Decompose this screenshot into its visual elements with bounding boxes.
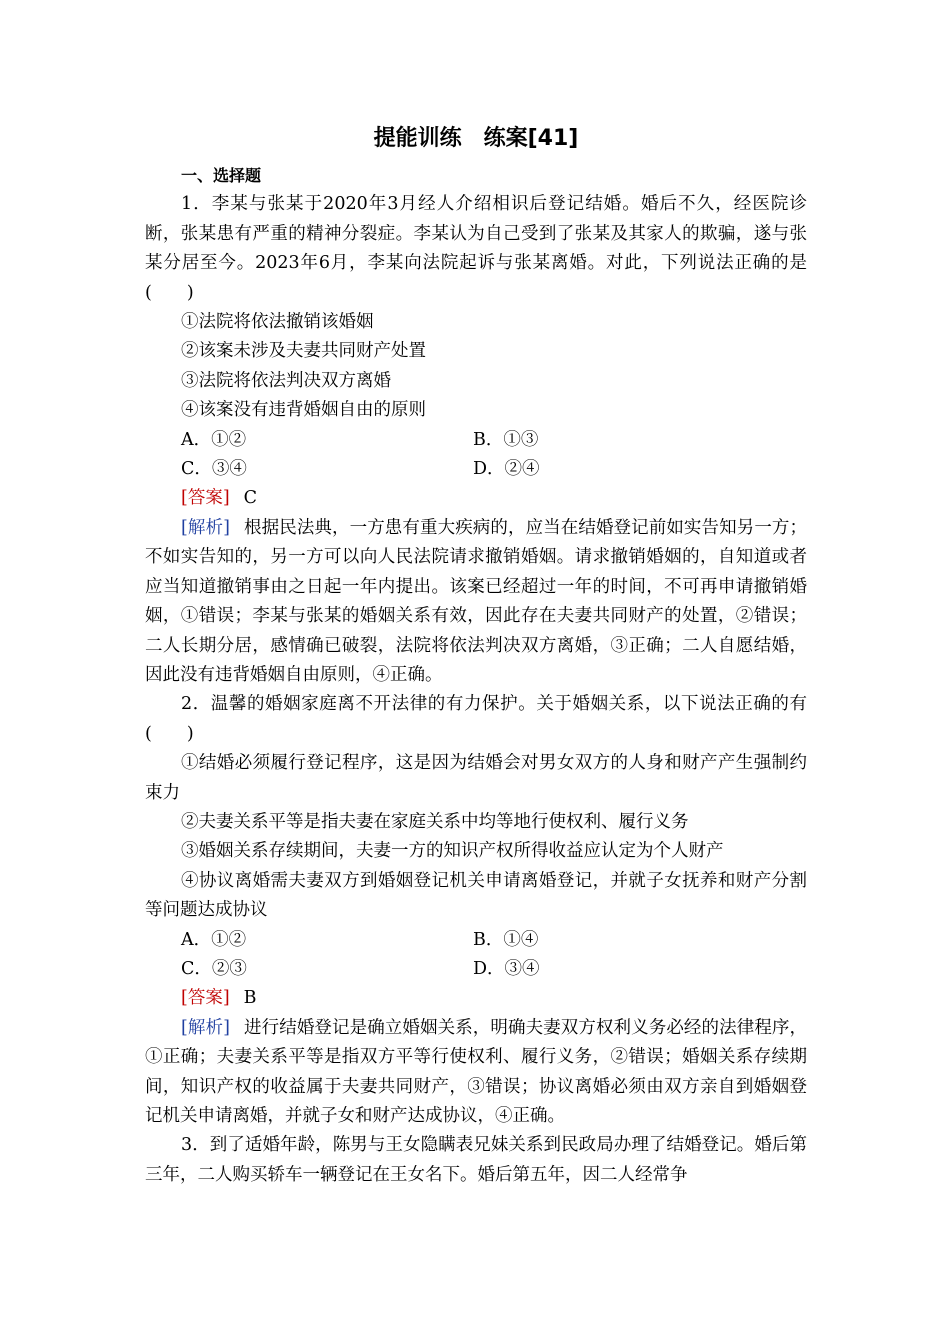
- question-2-item-2: ②夫妻关系平等是指夫妻在家庭关系中均等地行使权利、履行义务: [181, 811, 689, 832]
- document-page: [145, 120, 807, 1190]
- question-1-options-row-2: [145, 455, 807, 484]
- question-1-answer-value: C: [243, 488, 258, 509]
- question-2-answer-value: B: [243, 988, 257, 1009]
- question-2-analysis: [145, 1014, 807, 1132]
- question-2-options-row-2: [145, 955, 807, 984]
- answer-tag: [答案]: [181, 988, 230, 1009]
- question-1-item-2: ②该案未涉及夫妻共同财产处置: [181, 341, 426, 362]
- question-2-item-4: ④协议离婚需夫妻双方到婚姻登记机关申请离婚登记，并就子女抚养和财产分割等问题达成协议: [145, 870, 807, 921]
- analysis-tag: [解析]: [181, 1017, 230, 1038]
- question-2-analysis-text: 进行结婚登记是确立婚姻关系，明确夫妻双方权利义务必经的法律程序，①正确；夫妻关系平等是指双方平等行使权利、履行义务，②错误；婚姻关系存续期间，知识产权的收益属于夫妻共同财产，③错误；协议离婚必须由双方亲自到婚姻登记机关申请离婚，并就子女和财产达成协议，④正确。: [145, 1017, 808, 1126]
- question-2-stem: 2．温馨的婚姻家庭离不开法律的有力保护。关于婚姻关系，以下说法正确的有( ): [145, 694, 807, 744]
- question-1-options-row-1: [145, 426, 807, 455]
- question-1-option-b: B．①③: [473, 429, 539, 450]
- question-1-option-c: C．③④: [181, 459, 247, 480]
- question-1-answer: [145, 484, 807, 513]
- question-2-option-d: D．③④: [473, 958, 540, 979]
- page-title: 提能训练 练案[41]: [373, 126, 579, 151]
- question-2-option-a: A．①②: [181, 929, 247, 950]
- question-1-analysis-text: 根据民法典，一方患有重大疾病的，应当在结婚登记前如实告知另一方；不如实告知的，另一方可以向人民法院请求撤销婚姻。请求撤销婚姻的，自知道或者应当知道撤销事由之日起一年内提出。该案已经超过一年的时间，不可再申请撤销婚姻，①错误；李某与张某的婚姻关系有效，因此存在夫妻共同财产的处置，②错误；二人长期分居，感情确已破裂，法院将依法判决双方离婚，③正确；二人自愿结婚，因此没有违背婚姻自由原则，④正确。: [145, 517, 808, 685]
- question-1-analysis: [145, 514, 807, 690]
- question-2-option-c: C．②③: [181, 958, 247, 979]
- question-2-item-1: ①结婚必须履行登记程序，这是因为结婚会对男女双方的人身和财产产生强制约束力: [145, 753, 807, 803]
- section-heading: 一、选择题: [181, 166, 262, 185]
- question-2-options-row-1: [145, 926, 807, 955]
- question-1-item-3: ③法院将依法判决双方离婚: [181, 370, 391, 391]
- question-2-item-3: ③婚姻关系存续期间，夫妻一方的知识产权所得收益应认定为个人财产: [181, 841, 724, 862]
- question-2-answer: [145, 984, 807, 1013]
- analysis-tag: [解析]: [181, 517, 230, 538]
- question-1-option-a: A．①②: [181, 429, 247, 450]
- question-3-stem: 3．到了适婚年龄，陈男与王女隐瞒表兄妹关系到民政局办理了结婚登记。婚后第三年，二人购买轿车一辆登记在王女名下。婚后第五年，因二人经常争: [145, 1135, 807, 1185]
- question-1-stem: 1．李某与张某于2020年3月经人介绍相识后登记结婚。婚后不久，经医院诊断，张某患有严重的精神分裂症。李某认为自己受到了张某及其家人的欺骗，遂与张某分居至今。2023年6月，李某向法院起诉与张某离婚。对此，下列说法正确的是( ): [145, 194, 807, 303]
- question-1-option-d: D．②④: [473, 459, 540, 480]
- question-1-item-4: ④该案没有违背婚姻自由的原则: [181, 400, 426, 421]
- question-2-option-b: B．①④: [473, 929, 539, 950]
- question-1-item-1: ①法院将依法撤销该婚姻: [181, 312, 374, 333]
- answer-tag: [答案]: [181, 488, 230, 509]
